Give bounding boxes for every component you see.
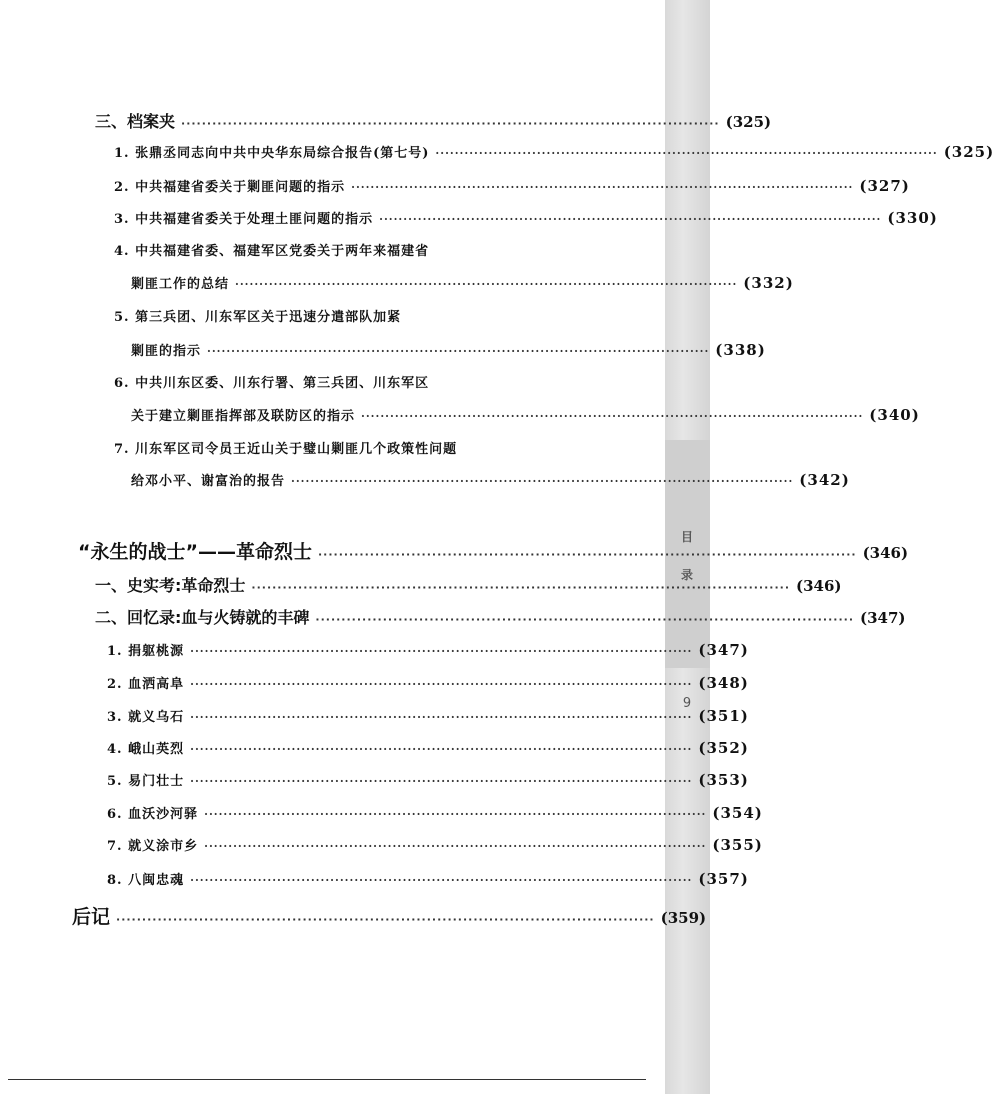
toc-leader: ········································································································: [190, 645, 693, 658]
toc-section-memoir: 二、回忆录:血与火铸就的丰碑 ········································································································ (347): [95, 608, 906, 627]
toc-leader: ········································································································: [204, 840, 707, 853]
toc-leader: ········································································································: [235, 278, 738, 291]
toc-item-line1: 4. 中共福建省委、福建军区党委关于两年来福建省: [114, 244, 430, 259]
toc-chapter-martyrs: “永生的战士”——革命烈士 ········································································································ (346): [78, 541, 909, 563]
toc-item: 1. 捐躯桃源 ········································································································ (347): [107, 641, 749, 659]
toc-page: (325): [725, 113, 772, 131]
toc-leader: ········································································································: [435, 147, 938, 160]
toc-item: 7. 就义涂市乡 ········································································································ (355): [107, 836, 763, 854]
toc-leader: ········································································································: [204, 808, 707, 821]
toc-chapter-afterword: 后记 ········································································································ (359): [72, 906, 707, 928]
toc-item-line1: 5. 第三兵团、川东军区关于迅速分遣部队加紧: [114, 310, 402, 325]
toc-leader: ········································································································: [361, 410, 864, 423]
toc-item: 6. 血沃沙河驿 ········································································································ (354): [107, 804, 763, 822]
toc-item: 3. 就义乌石 ········································································································ (351): [107, 707, 749, 725]
toc-leader: ········································································································: [190, 874, 693, 887]
toc-section-history: 一、史实考:革命烈士 ········································································································ (346): [95, 576, 842, 595]
toc-leader: ········································································································: [207, 345, 710, 358]
toc-item: 剿匪工作的总结 ········································································································ (332): [131, 274, 794, 292]
page-number: 9: [682, 696, 692, 711]
toc-item: 给邓小平、谢富治的报告 ········································································································ (342): [131, 471, 850, 489]
toc-leader: ········································································································: [181, 117, 720, 130]
side-tab-mu: 目: [680, 530, 693, 544]
toc-item: 2. 血洒高阜 ········································································································ (348): [107, 674, 749, 692]
toc-leader: ········································································································: [315, 613, 854, 626]
bottom-rule: [8, 1079, 646, 1080]
toc-leader: ········································································································: [190, 775, 693, 788]
side-tab-lu: 录: [680, 568, 693, 582]
toc-item: 5. 易门壮士 ········································································································ (353): [107, 771, 749, 789]
toc-item: 关于建立剿匪指挥部及联防区的指示 ········································································································ (340): [131, 406, 920, 424]
toc-leader: ········································································································: [251, 581, 790, 594]
toc-item: 2. 中共福建省委关于剿匪问题的指示 ········································································································ (327): [114, 177, 910, 195]
toc-leader: ········································································································: [317, 548, 857, 561]
toc-item: 8. 八闽忠魂 ········································································································ (357): [107, 870, 749, 888]
toc-leader: ········································································································: [291, 475, 794, 488]
toc-leader: ········································································································: [190, 678, 693, 691]
toc-leader: ········································································································: [116, 913, 655, 926]
toc-leader: ········································································································: [190, 743, 693, 756]
toc-item: 3. 中共福建省委关于处理土匪问题的指示 ········································································································ (330): [114, 209, 938, 227]
toc-leader: ········································································································: [351, 181, 854, 194]
toc-item: 1. 张鼎丞同志向中共中央华东局综合报告(第七号) ········································································································ (325): [114, 143, 994, 161]
toc-item: 剿匪的指示 ········································································································ (338): [131, 341, 766, 359]
toc-leader: ········································································································: [379, 213, 882, 226]
toc-item-line1: 6. 中共川东区委、川东行署、第三兵团、川东军区: [114, 376, 430, 391]
toc-leader: ········································································································: [190, 711, 693, 724]
toc-item-line1: 7. 川东军区司令员王近山关于璧山剿匪几个政策性问题: [114, 442, 458, 457]
toc-section-archive: [95, 109, 772, 132]
toc-item: 4. 峨山英烈 ········································································································ (352): [107, 739, 749, 757]
toc-title: 三、档案夹: [95, 112, 176, 131]
